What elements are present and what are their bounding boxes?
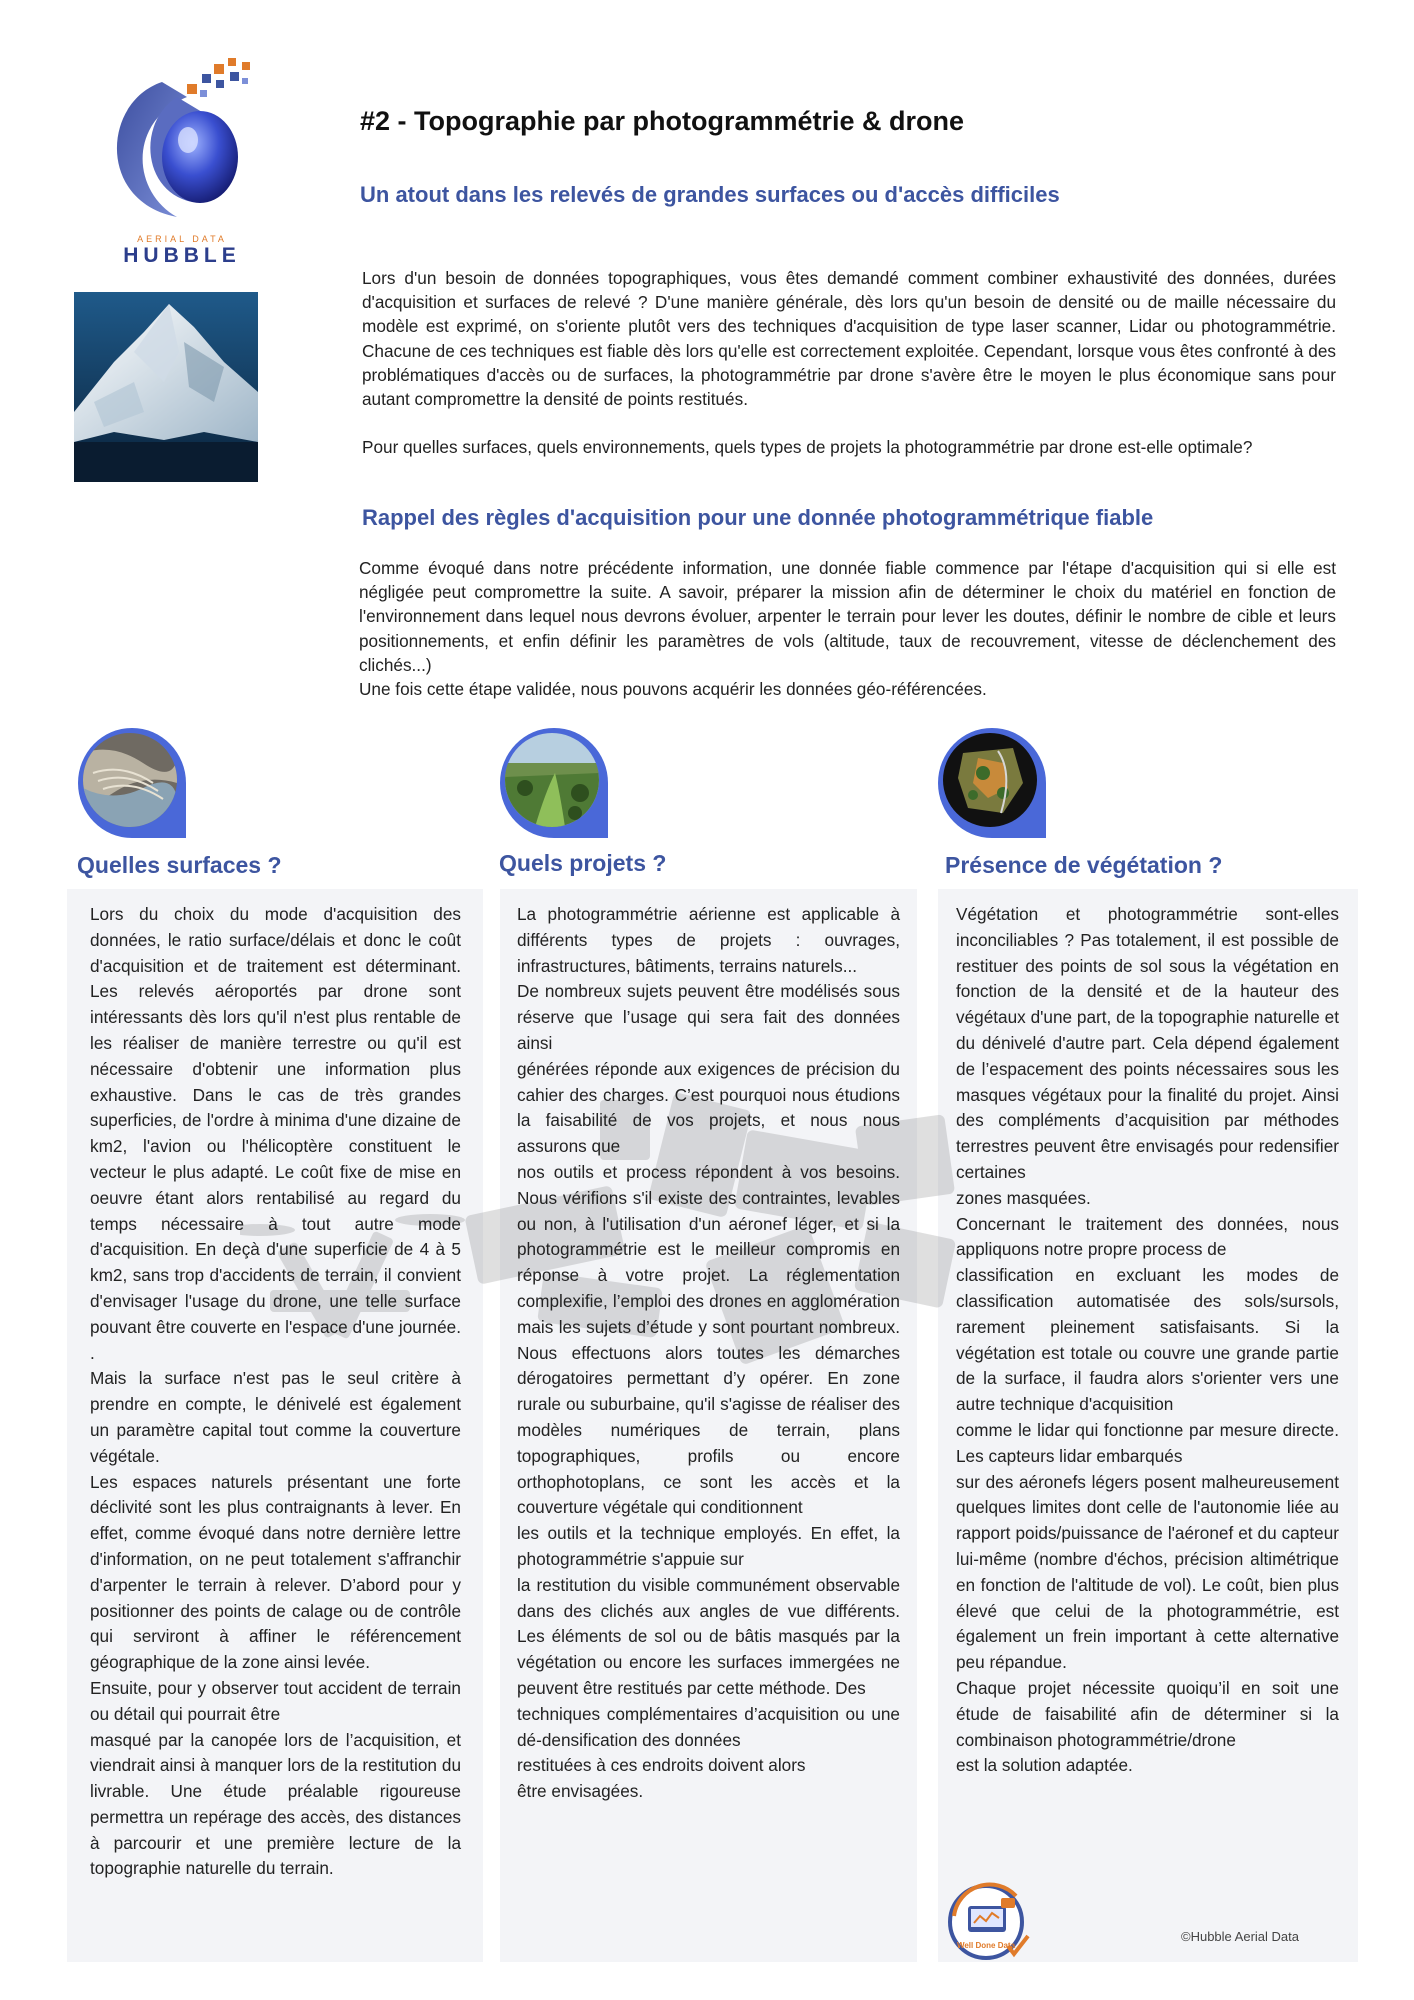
well-done-data-badge	[946, 1876, 1036, 1966]
acquisition-rules-text	[359, 556, 1336, 701]
page-title: #2 - Topographie par photogrammétrie & drone	[360, 106, 965, 136]
vegetation-heading: Présence de végétation ?	[945, 852, 1223, 878]
vegetation-paragraph: Végétation et photogrammétrie sont-elles inconciliables ? Pas totalement, il est possible de restituer des points de sol sous la végétation en fonction de la densité et de la hauteur des végétaux d'une part, de la topographie naturelle et du dénivelé d'autre part. Cela dépend également de l’espacement des points nécessaires sous les masques végétaux pour la finalité du projet. Ainsi des compléments d’acquisition par méthodes terrestres peuvent être envisagés pour redensifier certaines zones masquées. Concernant le traitement des données, nous appliquons notre propre process de classification en excluant les modes de classification automatisée des sols/sursols, rarement pleinement satisfaisants. Si la végétation est totale ou couvre une grande partie de la surface, il faudra alors s'orienter vers une autre technique d'acquisition comme le lidar qui fonctionne par mesure directe. Les capteurs lidar embarqués sur des aéronefs légers posent malheureusement quelques limites dont celle de l'autonomie liée au rapport poids/puissance de l'aéronef et du capteur lui-même (nombre d'échos, précision altimétrique en fonction de l'altitude de vol). Le coût, bien plus élevé que celui de la photogrammétrie, est également un frein important à cette alternative peu répandue. Chaque projet nécessite quoiqu’il en soit une étude de faisabilité afin de déterminer si la combinaison photogrammétrie/drone est la solution adaptée.	[956, 904, 1339, 1776]
vegetation-map-icon	[943, 733, 1037, 827]
acquisition-rules-heading: Rappel des règles d'acquisition pour une donnée photogrammétrique fiable	[362, 505, 1154, 530]
vegetation-thumbnail	[938, 728, 1046, 838]
projects-thumbnail	[500, 728, 608, 838]
logo-tagline: AERIAL DATA	[137, 234, 227, 244]
svg-text:Well Done Data: Well Done Data	[956, 1941, 1016, 1950]
page-subtitle: Un atout dans les relevés de grandes surfaces ou d'accès difficiles	[360, 182, 1060, 207]
logo-brand: HUBBLE	[123, 244, 241, 267]
terrain-photo-icon	[83, 733, 177, 827]
hubble-logo-icon	[92, 52, 272, 232]
surfaces-thumbnail	[78, 728, 186, 838]
mountain-point-cloud-image	[74, 292, 258, 482]
projects-heading: Quels projets ?	[499, 850, 667, 876]
acquisition-rules-conclusion: Une fois cette étape validée, nous pouvons acquérir les données géo-référencées.	[359, 679, 987, 700]
projects-paragraph: La photogrammétrie aérienne est applicable à différents types de projets : ouvrages, infrastructures, bâtiments, terrains naturels... De nombreux sujets peuvent être modélisés sous réserve que l’usage qui sera fait des données ainsi générées réponde aux exigences de précision du cahier des charges. C’est pourquoi nous étudions la faisabilité de vos projets, et nous nous assurons que nos outils et process répondent à vos besoins. Nous vérifions s'il existe des contraintes, levables ou non, à l'utilisation d'un aéronef léger, et si la photogrammétrie est le meilleur compromis en réponse à votre projet. La réglementation complexifie, l’emploi des drones en agglomération mais les sujets d’étude y sont pourtant nombreux. Nous effectuons alors toutes les démarches dérogatoires permettant d’y opérer. En zone rurale ou suburbaine, qu'il s'agisse de réaliser des modèles numériques de terrain, plans topographiques, profils ou encore orthophotoplans, ce sont les accès et la couverture végétale qui conditionnent les outils et la technique employés. En effet, la photogrammétrie s'appuie sur la restitution du visible communément observable dans des clichés aux angles de vue différents. Les éléments de sol ou de bâtis masqués par la végétation ou encore les surfaces immergées ne peuvent être restitués par cette méthode. Des techniques complémentaires d’acquisition ou une dé-densification des données restituées à ces endroits doivent alors être envisagées.	[517, 904, 900, 1802]
intro-paragraph: Lors d'un besoin de données topographiques, vous êtes demandé comment combiner exhaustivité des données, durées d'acquisition et surfaces de relevé ? D'une manière générale, dès lors qu'un besoin de densité ou de maille nécessaire du modèle est exprimé, on s'oriente plutôt vers des techniques d'acquisition de type laser scanner, Lidar ou photogrammétrie. Chacune de ces techniques est fiable dès lors qu'elle est correctement exploitée. Cependant, lorsque vous êtes confronté à des problématiques d'accès ou de surfaces, la photogrammétrie par drone s'avère être le moyen le plus économique sans pour autant compromettre la densité de points restitués.	[362, 268, 1336, 410]
well-done-data-logo-icon	[946, 1876, 1036, 1966]
surfaces-heading: Quelles surfaces ?	[77, 852, 282, 878]
acquisition-rules-paragraph: Comme évoqué dans notre précédente information, une donnée fiable commence par l'étape d'acquisition qui si elle est négligée peut compromettre la suite. A savoir, préparer la mission afin de déterminer le choix du matériel en fonction de l'environnement dans lequel nous devrons évoluer, arpenter le terrain pour lever les doutes, définir le nombre de cible et leurs positionnements, et enfin définir les paramètres de vols (altitude, taux de recouvrement, vitesse de déclenchement des clichés...)	[359, 558, 1336, 675]
intro-question: Pour quelles surfaces, quels environnements, quels types de projets la photogrammétrie par drone est-elle optimale?	[362, 437, 1253, 458]
vegetation-text	[956, 902, 1339, 1779]
golf-course-photo-icon	[505, 733, 599, 827]
hubble-logo	[92, 52, 272, 272]
copyright-text: ©Hubble Aerial Data	[1181, 1929, 1299, 1944]
surfaces-text	[90, 902, 461, 1882]
intro-section	[362, 266, 1336, 459]
projects-text	[517, 902, 900, 1805]
surfaces-paragraph: Lors du choix du mode d'acquisition des données, le ratio surface/délais et donc le coût d'acquisition et de traitement est déterminant. Les relevés aéroportés par drone sont intéressants dès lors qu'il n'est plus rentable de les réaliser de manière terrestre ou qu'il est nécessaire d'obtenir une information plus exhaustive. Dans le cas de très grandes superficies, de l'ordre à minima d'une dizaine de km2, l'avion ou l'hélicoptère constituent le vecteur le plus adapté. Le coût fixe de mise en oeuvre étant alors rentabilisé au regard du temps nécessaire à tout autre mode d'acquisition. En deçà d'une superficie de 4 à 5 km2, sans trop d'accidents de terrain, il convient d'envisager l'usage du drone, une telle surface pouvant être couverte en l'espace d'une journée. . Mais la surface n'est pas le seul critère à prendre en compte, le dénivelé est également un paramètre capital tout comme la couverture végétale. Les espaces naturels présentant une forte déclivité sont les plus contraignants à lever. En effet, comme évoqué dans notre dernière lettre d'information, on ne peut totalement s'affranchir d'arpenter le terrain à relever. D’abord pour y positionner des points de calage ou de contrôle qui serviront à affiner le référencement géographique de la zone ainsi levée. Ensuite, pour y observer tout accident de terrain ou détail qui pourrait être masqué par la canopée lors de l’acquisition, et viendrait ainsi à manquer lors de la restitution du livrable. Une étude préalable rigoureuse permettra un repérage des accès, des distances à parcourir et une première lecture de la topographie naturelle du terrain.	[90, 904, 461, 1879]
